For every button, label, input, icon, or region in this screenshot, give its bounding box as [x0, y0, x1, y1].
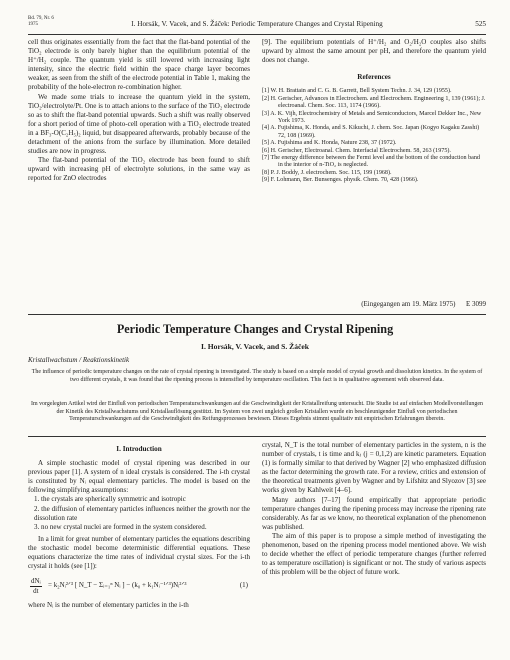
intro-paragraph-3: where Nᵢ is the number of elementary particles in the i-th: [28, 601, 189, 610]
received-date: (Eingegangen am 19. März 1975) E 3099: [361, 300, 486, 308]
intro-paragraph-right-2: Many authors [7–17] found empirically that appropriate periodic temperature changes during the ripening process may increase the ripening rate considerably. As far as we know, no theoretical explanation of the phenomenon was published.: [262, 495, 486, 531]
prev-article-right-column: [262, 38, 486, 185]
reference-item: [6] H. Gerischer, Electroanal. Chem. Interfacial Electrochem. 58, 263 (1975).: [262, 147, 451, 154]
equation-lhs-numerator: dNᵢ: [30, 577, 42, 587]
intro-paragraph-1: A simple stochastic model of crystal ripening was described in our previous paper [1]. A system of n ideal crystals is considered. The i-th crystal is constituted by Nᵢ equal elementary particles. The model is based on the following simplifying assumptions:: [28, 459, 250, 495]
abstract-divider: [28, 436, 486, 437]
reference-item: [2] H. Gerischer, Advances in Electrochem. and Electrochem. Engineering 1, 139 (1961); J. electroanal. Chem. Soc. 113, 1174 (1966).: [262, 95, 486, 110]
equation-number: (1): [239, 581, 248, 590]
prev-article-left-column: [28, 38, 250, 184]
running-title: I. Horsák, V. Vacek, and S. Žáček: Periodic Temperature Changes and Crystal Ripening: [131, 20, 383, 28]
journal-volume: Bd. 79, Nr. 6 1975: [28, 16, 54, 27]
equation-1: [28, 573, 250, 599]
intro-paragraph-right-3: The aim of this paper is to propose a simple method of investigating the phenomenon, based on the ripening process model mentioned above. We wish to decide whether the effect of periodic temperature changes (further referred to as temperature oscillation) is significant or not. The study of various aspects of this problem will be the object of future work.: [262, 531, 486, 577]
reference-item: [8] P. J. Boddy, J. electrochem. Soc. 115, 199 (1968).: [262, 169, 392, 176]
intro-left-column: [28, 441, 250, 610]
equation-rhs: = k₂Nᵢ²ᐟ³ [ N_T − Σᵢ₌₁ⁿ Nᵢ ] − (k₀ + k₁Nᵢ⁻¹ᐟ³)Nᵢ²ᐟ³: [48, 581, 187, 590]
article-divider: [28, 314, 486, 315]
reference-item: [4] A. Fujishima, K. Honda, and S. Kikuchi, J. chem. Soc. Japan (Kogyo Kagaku Zasshi) 72, 108 (1969).: [262, 125, 480, 139]
prev-paragraph-3: The flat-band potential of the TiO₂ electrode has been found to shift upward with increasing pH of electrolyte solutions, in the same way as reported for ZnO electrodes: [28, 156, 250, 183]
intro-paragraph-right-1: crystal, N_T is the total number of elementary particles in the system, n is the number of crystals, t is time and kⱼ (j = 0,1,2) are kinetic parameters. Equation (1) is formally similar to that derived by Wagner [2] who emphasized diffusion as the factor determining the growth rate. For a review, critics and extension of the theoretical treatments given by Wagner and by Lifshitz and Slyozov [3] see works given by Kahlweit [4–6].: [262, 441, 486, 495]
reference-item: [9] F. Lohmann, Ber. Bunsenges. physik. Chem. 70, 428 (1966).: [262, 177, 419, 184]
assumption-item: 3. no new crystal nuclei are formed in the system considered.: [34, 522, 207, 531]
prev-paragraph-2: We made some trials to increase the quantum yield in the system, TiO₂/electrolyte/Pt. One is to attach anions to the surface of the TiO₂ electrode so as to shift the flat-band potential upwards. Such a shift was really observed for a short period of time of photo-cell operation with a TiO₂ electrode treated in a BF₃-O(C₂H₅)₂ liquid, but disappeared afterwards, probably because of the detachment of the anions from the surface by illumination. More detailed studies are now in progress.: [28, 92, 250, 156]
assumption-item: 2. the diffusion of elementary particles influences neither the growth nor the dissolution rate: [34, 504, 250, 522]
assumption-item: 1. the crystals are spherically symmetric and isotropic: [34, 495, 186, 504]
article-authors: I. Horsák, V. Vacek, and S. Žáček: [201, 342, 309, 351]
prev-paragraph-right: [9]. The equilibrium potentials of H⁺/H₂ and O₂/H₂O couples also shifts upward by almost the same amount per pH, and therefore the quantum yield does not change.: [262, 38, 486, 65]
abstract-english: The influence of periodic temperature changes on the rate of crystal ripening is investigated. The study is based on a simple model of crystal growth and dissolution kinetics. In the system of two different crystals, it was found that the ripening process is intensified by temperature oscillation. This fact is in qualitative agreement with observed data.: [31, 369, 483, 383]
prev-paragraph-1: cell thus originates essentially from the fact that the flat-band potential of the TiO₂ electrode is only barely higher than the equilibrium potential of the H⁺/H₂ couple. The quantum yield is still lowered with increasing light intensity, since the electric field within the space charge layer becomes weaker, as seen from the shift of the electrode potential in Table 1, making the probability of the hole-electron re-combination higher.: [28, 38, 250, 92]
reference-item: [7] The energy difference between the Fermi level and the bottom of the conduction band in the interior of n-TiO₂ is neglected.: [262, 155, 480, 169]
page-number: 525: [475, 20, 486, 28]
intro-paragraph-2: In a limit for great number of elementary particles the equations describing the stochastic model become deterministic differential equations. These equations characterize the time rates of individual crystal sizes. For the i-th crystal it holds (see [1]):: [28, 534, 250, 571]
abstract-german: Im vorgelegten Artikel wird der Einfluß von periodischen Temperaturschwankungen auf die Geschwindigkeit der Kristallreifung untersucht. Die Studie ist auf einfachen Modellvorstellungen der Kinetik des Kristallwachstums und Kristallauflösung gestützt. Im System von zwei ungleich großen Kristallen wurde ein beschleunigender Einfluß von periodischen Temperaturschwankungen auf die Geschwindigkeit des Reifungsprozesses bewiesen. Dieses Ergebnis stimmt qualitativ mit empirischen Erfahrungen überein.: [31, 401, 483, 423]
equation-lhs-denominator: dt: [33, 587, 39, 596]
article-keywords: Kristallwachstum / Reaktionskinetik: [28, 356, 130, 364]
reference-item: [1] W. H. Brattain and C. G. B. Garrett, Bell System Techn. J. 34, 129 (1955).: [262, 88, 452, 95]
section-heading: I. Introduction: [116, 445, 162, 453]
running-header: [28, 18, 486, 35]
reference-item: [3] A. K. Vijh, Electrochemistry of Metals and Semiconductors, Marcel Dekker Inc., New York 1973.: [262, 110, 482, 124]
reference-item: [5] A. Fujishima and K. Honda, Nature 238, 37 (1972).: [262, 140, 397, 147]
intro-right-column: [262, 441, 486, 577]
references-heading: References: [357, 73, 391, 82]
article-title: Periodic Temperature Changes and Crystal Ripening: [116, 322, 394, 336]
